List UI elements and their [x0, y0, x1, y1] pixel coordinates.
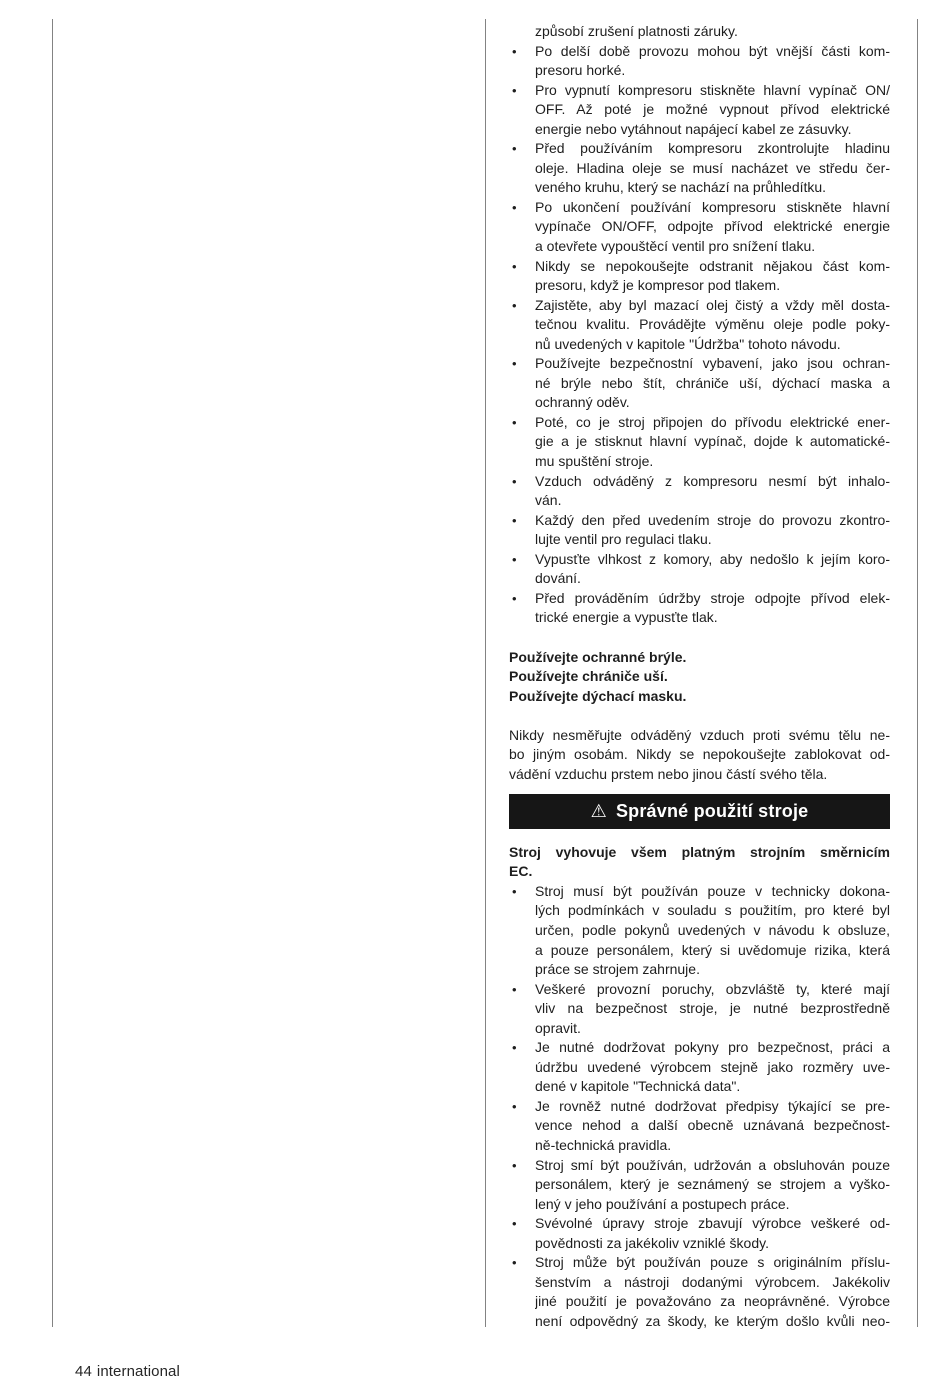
text-line: oleje. Hladina oleje se musí nacházet ve středu čer-: [535, 159, 890, 176]
bullet-icon: •: [512, 551, 517, 567]
column-rule-middle: [485, 19, 486, 1327]
text-line: Stroj musí být používán pouze v technicky dokona-: [535, 882, 890, 899]
list-item-text: [535, 882, 890, 980]
bullet-icon: •: [512, 199, 517, 215]
list-item: [509, 296, 890, 355]
text-line: Je nutné dodržovat pokyny pro bezpečnost, práci a: [535, 1039, 890, 1056]
bullet-icon: •: [512, 414, 517, 430]
list-item: [509, 550, 890, 589]
protective-equipment-instructions: [509, 648, 890, 707]
bullet-icon: •: [512, 512, 517, 528]
bullet-icon: •: [512, 297, 517, 313]
text-line: šenstvím a nástroji dodanými výrobcem. Jakékoliv: [535, 1273, 890, 1290]
bullet-icon: •: [512, 43, 517, 59]
list-item: [509, 42, 890, 81]
page-number: 44: [75, 1363, 92, 1380]
list-item: [509, 354, 890, 413]
text-column: [509, 22, 890, 1332]
warning-triangle-icon: ⚠: [590, 801, 607, 822]
text-line: bo jiným osobám. Nikdy se nepokoušejte zablokovat od-: [509, 746, 890, 763]
list-item-text: [535, 413, 890, 472]
bullet-icon: •: [512, 883, 517, 899]
text-line: Používejte bezpečnostní vybavení, jako jsou ochran-: [535, 355, 890, 372]
text-line: energie nebo vytáhnout napájecí kabel ze zásuvky.: [535, 120, 852, 137]
list-item: [509, 139, 890, 198]
list-item: [509, 1038, 890, 1097]
text-line: Zajistěte, aby byl mazací olej čistý a vždy měl dosta-: [535, 296, 890, 313]
list-item: [509, 1097, 890, 1156]
text-line: ochranný oděv.: [535, 394, 630, 411]
text-line: presoru, když je kompresor pod tlakem.: [535, 277, 781, 294]
list-item-text: [535, 354, 890, 413]
list-item: [509, 1156, 890, 1215]
text-line: gie a je stisknut hlavní vypínač, dojde k automatické-: [535, 433, 890, 450]
bullet-icon: •: [512, 981, 517, 997]
text-line: Před používáním kompresoru zkontrolujte hladinu: [535, 140, 890, 157]
list-item: [509, 882, 890, 980]
text-line: Každý den před uvedením stroje do provozu zkontro-: [535, 511, 890, 528]
text-line: trické energie a vypusťte tlak.: [535, 609, 718, 626]
list-item-text: [535, 472, 890, 511]
list-item: [509, 413, 890, 472]
text-line: tečnou kvalitu. Provádějte výměnu oleje podle poky-: [535, 316, 890, 333]
list-item-text: [535, 42, 890, 81]
air-warning-paragraph: [509, 726, 890, 785]
list-item-text: [535, 589, 890, 628]
text-line: opravit.: [535, 1019, 581, 1036]
text-line: OFF. Až poté je možné vypnout přívod elektrické: [535, 101, 890, 118]
section-title: Správné použití stroje: [615, 801, 809, 822]
text-line: dené v kapitole "Technická data".: [535, 1078, 741, 1095]
text-line: Před prováděním údržby stroje odpojte přívod elek-: [535, 589, 890, 606]
text-line: lujte ventil pro regulaci tlaku.: [535, 531, 712, 548]
text-line: ván.: [535, 492, 562, 509]
safety-bullet-list: [509, 42, 890, 628]
text-line: vence nehod a další obecně uznávaná bezpečnost-: [535, 1117, 890, 1134]
section-header-banner: [509, 794, 890, 829]
bullet-icon: •: [512, 356, 517, 372]
text-line: a otevřete vypouštěcí ventil pro snížení tlaku.: [535, 238, 816, 255]
list-item-text: [535, 511, 890, 550]
list-item-text: [535, 198, 890, 257]
list-item: [509, 198, 890, 257]
column-rule-right: [917, 19, 918, 1327]
text-line: personálem, který je seznámený se strojem a vyško-: [535, 1176, 890, 1193]
list-item-text: [535, 296, 890, 355]
text-line: Poté, co je stroj připojen do přívodu elektrické ener-: [535, 413, 890, 430]
text-line: Vypusťte vlhkost z komory, aby nedošlo k jejím koro-: [535, 550, 890, 567]
bullet-icon: •: [512, 1255, 517, 1271]
text-line: Používejte dýchací masku.: [509, 687, 687, 704]
bullet-icon: •: [512, 1216, 517, 1232]
column-rule-left: [52, 19, 53, 1327]
text-line: Pro vypnutí kompresoru stiskněte hlavní vypínač ON/: [535, 81, 890, 98]
proper-use-bullet-list: [509, 882, 890, 1332]
list-item-text: [535, 1156, 890, 1215]
text-line: není odpovědný za škody, ke kterým došlo kvůli neo-: [535, 1312, 890, 1329]
text-line: dování.: [535, 570, 581, 587]
text-line: Nikdy se nepokoušejte odstranit nějakou část kom-: [535, 257, 890, 274]
text-line: Po delší době provozu mohou být vnější části kom-: [535, 42, 890, 59]
text-line: Veškeré provozní poruchy, obzvláště ty, které mají: [535, 980, 890, 997]
continuation-line: způsobí zrušení platnosti záruky.: [535, 23, 738, 39]
bullet-icon: •: [512, 141, 517, 157]
list-item-text: [535, 139, 890, 198]
list-item-text: [535, 980, 890, 1039]
bullet-icon: •: [512, 82, 517, 98]
text-line: ně-technická pravidla.: [535, 1137, 672, 1154]
text-line: Stroj smí být používán, udržován a obsluhován pouze: [535, 1156, 890, 1173]
list-item-text: [535, 1253, 890, 1331]
text-line: lený v jeho používání a postupech práce.: [535, 1195, 790, 1212]
list-item: [509, 511, 890, 550]
text-line: né brýle nebo štít, chrániče uší, dýchací maska a: [535, 374, 890, 391]
text-line: lých podmínkách v souladu s použitím, pro které byl: [535, 902, 890, 919]
list-item-text: [535, 81, 890, 140]
bullet-icon: •: [512, 1098, 517, 1114]
list-item: [509, 1214, 890, 1253]
text-line: práce se strojem zahrnuje.: [535, 961, 700, 978]
list-item-text: [535, 1214, 890, 1253]
list-item: [509, 257, 890, 296]
bullet-icon: •: [512, 258, 517, 274]
text-line: a pouze personálem, který si uvědomuje rizika, která: [535, 941, 890, 958]
text-line: mu spuštění stroje.: [535, 453, 654, 470]
list-item: [509, 980, 890, 1039]
list-item-text: [535, 257, 890, 296]
text-line: Používejte chrániče uší.: [509, 668, 668, 685]
text-line: jiné použití je považováno za neoprávněné. Výrobce: [535, 1293, 890, 1310]
text-line: Po ukončení používání kompresoru stiskněte hlavní: [535, 198, 890, 215]
text-line: Stroj vyhovuje všem platným strojním směrnicím: [509, 843, 890, 860]
bullet-icon: •: [512, 473, 517, 489]
list-item: [509, 81, 890, 140]
text-line: vypínače ON/OFF, odpojte přívod elektrické energie: [535, 218, 890, 235]
list-item-text: [535, 1038, 890, 1097]
bullet-icon: •: [512, 1040, 517, 1056]
text-line: vádění vzduchu prstem nebo jinou částí svého těla.: [509, 765, 828, 782]
footer-brand: international: [96, 1363, 180, 1380]
list-item: [509, 589, 890, 628]
bullet-icon: •: [512, 590, 517, 606]
text-line: Svévolné úpravy stroje zbavují výrobce veškeré od-: [535, 1215, 890, 1232]
list-item-text: [535, 550, 890, 589]
bullet-icon: •: [512, 1157, 517, 1173]
text-line: povědnosti za jakékoliv vzniklé škody.: [535, 1234, 769, 1251]
text-line: Používejte ochranné brýle.: [509, 648, 687, 665]
text-line: EC.: [509, 863, 533, 880]
text-line: Je rovněž nutné dodržovat předpisy týkající se pre-: [535, 1097, 890, 1114]
text-line: presoru horké.: [535, 62, 626, 79]
text-line: vliv na bezpečnost stroje, je nutné bezprostředně: [535, 1000, 890, 1017]
text-line: nů uvedených v kapitole "Údržba" tohoto návodu.: [535, 335, 841, 352]
text-line: Nikdy nesměřujte odváděný vzduch proti svému tělu ne-: [509, 726, 890, 743]
list-item-text: [535, 1097, 890, 1156]
text-line: Vzduch odváděný z kompresoru nesmí být inhalo-: [535, 472, 890, 489]
page-footer: [75, 1363, 180, 1380]
ec-compliance-statement: [509, 843, 890, 882]
text-line: určen, podle pokynů uvedených v návodu k obsluze,: [535, 922, 890, 939]
text-line: Stroj může být používán pouze s originálním příslu-: [535, 1254, 890, 1271]
list-item: [509, 1253, 890, 1331]
text-line: údržbu uvedené výrobcem stejně jako rozměry uve-: [535, 1058, 890, 1075]
list-item: [509, 472, 890, 511]
text-line: veného kruhu, který se nachází na průhledítku.: [535, 179, 827, 196]
